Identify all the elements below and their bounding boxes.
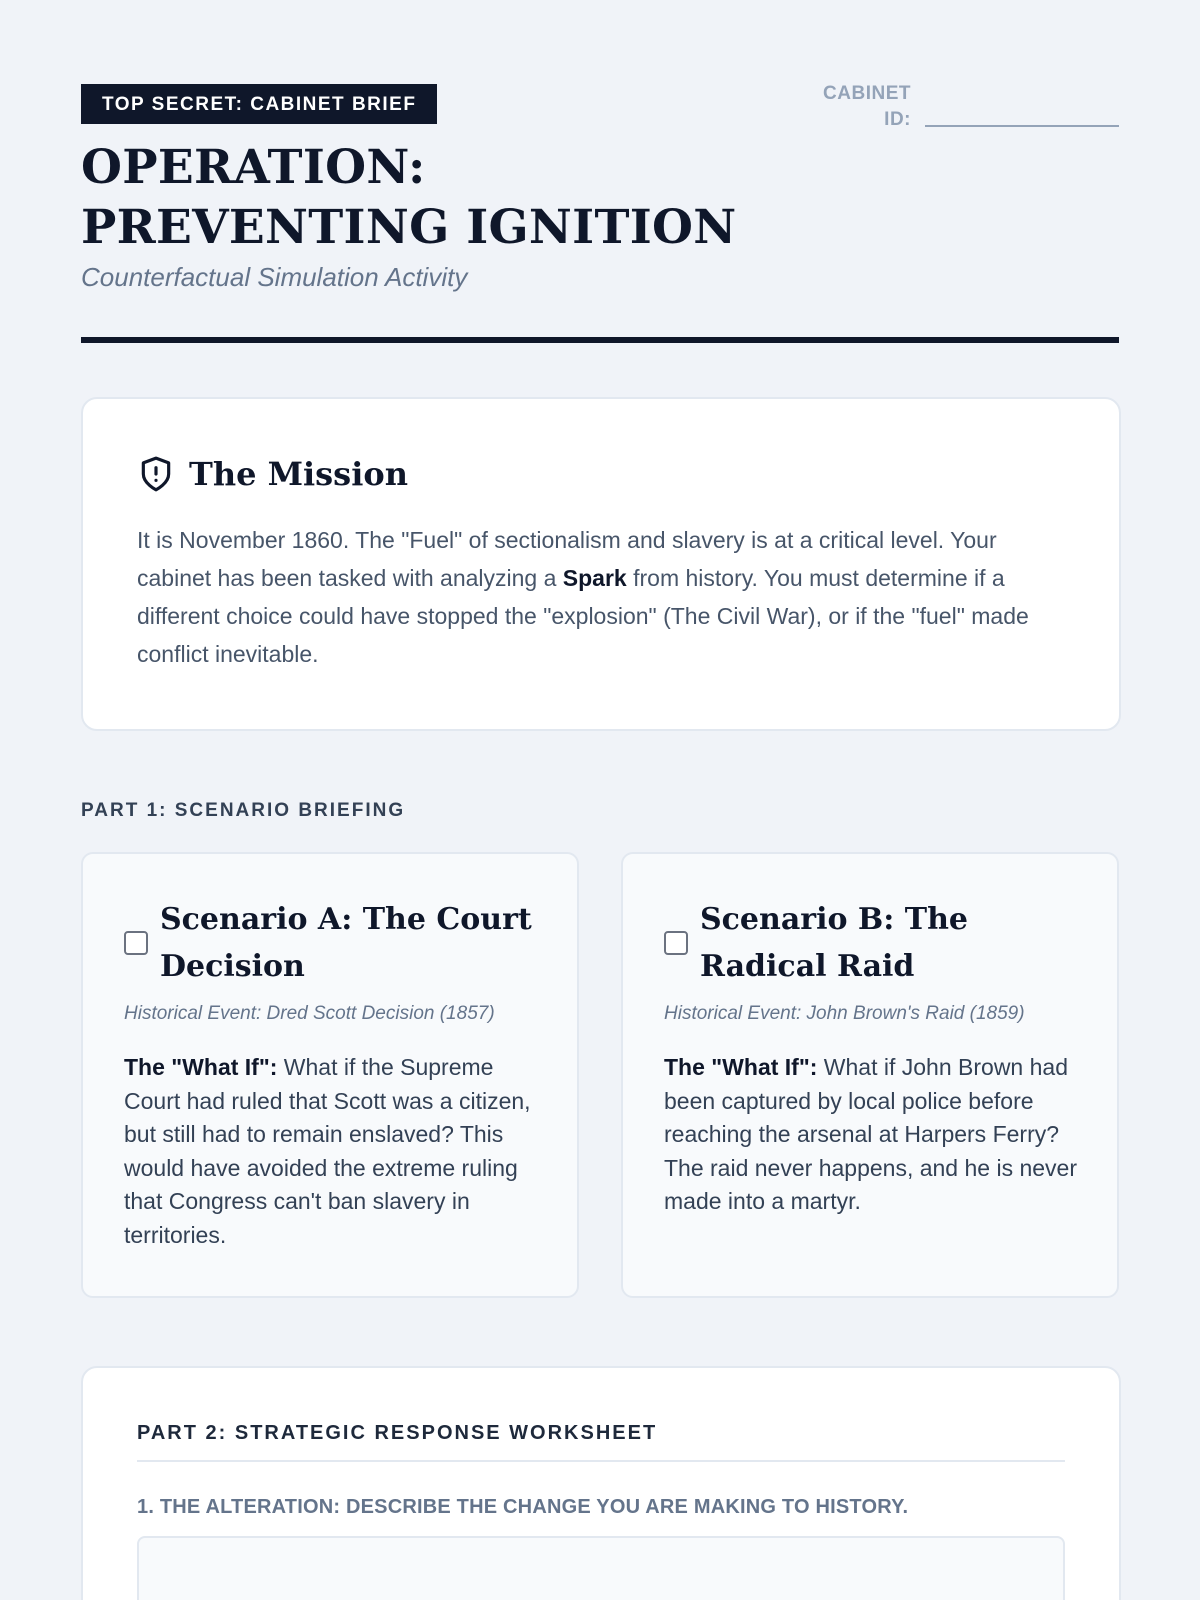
page-header xyxy=(81,0,1119,344)
worksheet-card xyxy=(81,1366,1121,1600)
question-1-answer-box[interactable] xyxy=(137,1536,1065,1600)
mission-text-spark: Spark xyxy=(562,565,627,591)
part1-label: PART 1: SCENARIO BRIEFING xyxy=(81,800,406,821)
scenario-b-whatif-label: The "What If": xyxy=(664,1054,818,1080)
scenario-b-heading xyxy=(664,896,1077,990)
cabinet-id-blank[interactable] xyxy=(925,125,1119,127)
scenario-b-description: What if John Brown had been captured by local police before reaching the arsenal at Harpers Ferry? The raid never happens, and he is never made into a martyr. xyxy=(664,1054,1077,1214)
scenario-a-event: Historical Event: Dred Scott Decision (1857) xyxy=(124,1003,495,1024)
scenario-a-description: What if the Supreme Court had ruled that Scott was a citizen, but still had to remain enslaved? This would have avoided the extreme ruling that Congress can't ban slavery in territories. xyxy=(124,1054,531,1248)
scenario-a-title: Scenario A: The Court Decision xyxy=(160,902,532,984)
mission-title: The Mission xyxy=(189,455,408,493)
scenario-b-checkbox[interactable] xyxy=(664,931,688,955)
scenario-a-text xyxy=(124,1051,537,1252)
scenario-b-event: Historical Event: John Brown's Raid (1859) xyxy=(664,1003,1025,1024)
mission-card xyxy=(81,397,1121,731)
cabinet-id-field xyxy=(813,81,1119,133)
header-divider xyxy=(81,337,1119,343)
scenario-card-b xyxy=(621,852,1119,1298)
shield-alert-icon xyxy=(137,455,175,493)
mission-text-intro: It is November 1860. The "Fuel" of sectionalism and slavery is at a critical level. Your cabinet has been tasked with analyzing a xyxy=(137,527,997,591)
mission-heading xyxy=(137,455,1065,493)
scenario-b-text xyxy=(664,1051,1077,1219)
part2-label: PART 2: STRATEGIC RESPONSE WORKSHEET xyxy=(137,1422,1065,1462)
scenario-a-heading xyxy=(124,896,537,990)
scenario-a-checkbox[interactable] xyxy=(124,931,148,955)
question-1-label: 1. THE ALTERATION: DESCRIBE THE CHANGE YOU ARE MAKING TO HISTORY. xyxy=(137,1496,909,1518)
mission-text-rest: from history. You must determine if a different choice could have stopped the "explosion" (The Civil War), or if the "fuel" made conflict inevitable. xyxy=(137,565,1029,667)
scenario-b-title: Scenario B: The Radical Raid xyxy=(700,902,969,984)
cabinet-id-label: CABINET ID: xyxy=(823,83,911,130)
page-subtitle: Counterfactual Simulation Activity xyxy=(81,262,468,292)
scenario-a-whatif-label: The "What If": xyxy=(124,1054,278,1080)
page-title: OPERATION: PREVENTING IGNITION xyxy=(81,140,737,255)
scenario-card-a xyxy=(81,852,579,1298)
classification-badge: TOP SECRET: CABINET BRIEF xyxy=(81,84,437,124)
mission-text xyxy=(137,521,1065,673)
